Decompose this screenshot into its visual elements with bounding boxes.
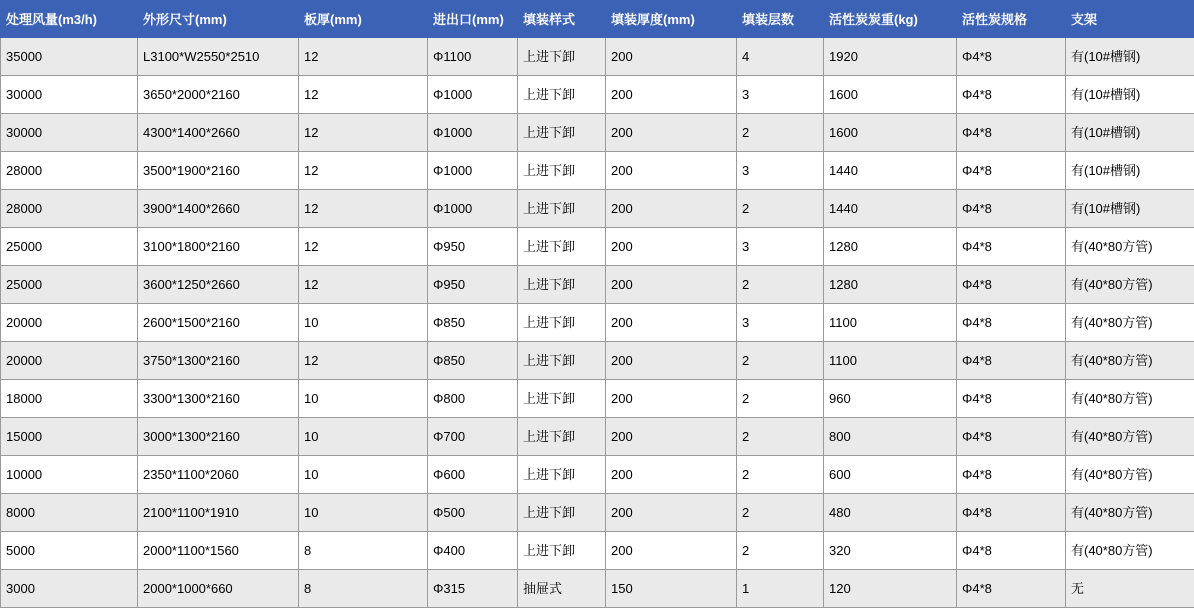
cell-inlet-outlet: Φ700 (428, 418, 518, 456)
column-header-inlet-outlet: 进出口(mm) (428, 1, 518, 38)
cell-filling-layers: 3 (737, 152, 824, 190)
cell-carbon-weight: 1280 (824, 228, 957, 266)
cell-air-volume: 15000 (1, 418, 138, 456)
cell-filling-layers: 4 (737, 38, 824, 76)
cell-air-volume: 30000 (1, 114, 138, 152)
cell-carbon-spec: Φ4*8 (957, 456, 1066, 494)
table-row (1, 456, 1194, 494)
cell-carbon-weight: 1100 (824, 342, 957, 380)
cell-filling-thickness: 200 (606, 266, 737, 304)
cell-dimensions: 3650*2000*2160 (138, 76, 299, 114)
cell-carbon-spec: Φ4*8 (957, 76, 1066, 114)
cell-carbon-weight: 320 (824, 532, 957, 570)
cell-filling-thickness: 200 (606, 532, 737, 570)
table-header (1, 1, 1194, 38)
cell-plate-thickness: 12 (299, 76, 428, 114)
cell-carbon-spec: Φ4*8 (957, 228, 1066, 266)
cell-plate-thickness: 12 (299, 190, 428, 228)
cell-filling-thickness: 200 (606, 494, 737, 532)
cell-filling-thickness: 200 (606, 114, 737, 152)
cell-plate-thickness: 10 (299, 456, 428, 494)
cell-dimensions: 2000*1100*1560 (138, 532, 299, 570)
cell-bracket: 有(10#槽钢) (1066, 152, 1194, 190)
cell-filling-style: 上进下卸 (518, 456, 606, 494)
cell-air-volume: 18000 (1, 380, 138, 418)
table-row (1, 38, 1194, 76)
table-row (1, 304, 1194, 342)
cell-bracket: 有(40*80方管) (1066, 380, 1194, 418)
cell-filling-style: 抽屉式 (518, 570, 606, 608)
cell-air-volume: 8000 (1, 494, 138, 532)
cell-carbon-weight: 1100 (824, 304, 957, 342)
cell-inlet-outlet: Φ600 (428, 456, 518, 494)
cell-inlet-outlet: Φ1100 (428, 38, 518, 76)
cell-filling-thickness: 200 (606, 380, 737, 418)
cell-inlet-outlet: Φ315 (428, 570, 518, 608)
cell-dimensions: 3300*1300*2160 (138, 380, 299, 418)
cell-bracket: 有(10#槽钢) (1066, 76, 1194, 114)
cell-plate-thickness: 10 (299, 380, 428, 418)
cell-filling-layers: 2 (737, 380, 824, 418)
cell-filling-layers: 2 (737, 418, 824, 456)
cell-plate-thickness: 10 (299, 304, 428, 342)
cell-inlet-outlet: Φ1000 (428, 114, 518, 152)
cell-filling-thickness: 150 (606, 570, 737, 608)
column-header-filling-style: 填装样式 (518, 1, 606, 38)
cell-carbon-spec: Φ4*8 (957, 38, 1066, 76)
column-header-filling-thickness: 填装厚度(mm) (606, 1, 737, 38)
cell-dimensions: 2600*1500*2160 (138, 304, 299, 342)
table-row (1, 76, 1194, 114)
cell-carbon-weight: 600 (824, 456, 957, 494)
cell-dimensions: 3600*1250*2660 (138, 266, 299, 304)
table-row (1, 532, 1194, 570)
cell-filling-style: 上进下卸 (518, 38, 606, 76)
cell-dimensions: 4300*1400*2660 (138, 114, 299, 152)
cell-filling-layers: 2 (737, 494, 824, 532)
table-row (1, 494, 1194, 532)
cell-plate-thickness: 8 (299, 570, 428, 608)
cell-filling-layers: 2 (737, 456, 824, 494)
cell-carbon-spec: Φ4*8 (957, 418, 1066, 456)
cell-filling-thickness: 200 (606, 456, 737, 494)
cell-carbon-spec: Φ4*8 (957, 532, 1066, 570)
cell-dimensions: 3500*1900*2160 (138, 152, 299, 190)
cell-filling-style: 上进下卸 (518, 228, 606, 266)
cell-filling-thickness: 200 (606, 228, 737, 266)
cell-filling-thickness: 200 (606, 190, 737, 228)
cell-dimensions: 2000*1000*660 (138, 570, 299, 608)
cell-plate-thickness: 12 (299, 228, 428, 266)
cell-carbon-weight: 1920 (824, 38, 957, 76)
cell-carbon-spec: Φ4*8 (957, 494, 1066, 532)
cell-plate-thickness: 12 (299, 38, 428, 76)
cell-carbon-weight: 960 (824, 380, 957, 418)
cell-inlet-outlet: Φ850 (428, 304, 518, 342)
cell-filling-layers: 2 (737, 114, 824, 152)
cell-carbon-spec: Φ4*8 (957, 304, 1066, 342)
cell-filling-style: 上进下卸 (518, 380, 606, 418)
cell-bracket: 无 (1066, 570, 1194, 608)
cell-air-volume: 20000 (1, 342, 138, 380)
cell-carbon-weight: 120 (824, 570, 957, 608)
column-header-carbon-weight: 活性炭炭重(kg) (824, 1, 957, 38)
column-header-filling-layers: 填装层数 (737, 1, 824, 38)
cell-filling-style: 上进下卸 (518, 532, 606, 570)
cell-dimensions: 2350*1100*2060 (138, 456, 299, 494)
cell-carbon-weight: 480 (824, 494, 957, 532)
cell-air-volume: 28000 (1, 190, 138, 228)
cell-inlet-outlet: Φ1000 (428, 190, 518, 228)
table-row (1, 418, 1194, 456)
cell-dimensions: L3100*W2550*2510 (138, 38, 299, 76)
cell-bracket: 有(40*80方管) (1066, 228, 1194, 266)
cell-air-volume: 25000 (1, 266, 138, 304)
cell-inlet-outlet: Φ800 (428, 380, 518, 418)
cell-filling-layers: 3 (737, 76, 824, 114)
cell-carbon-weight: 1440 (824, 190, 957, 228)
cell-bracket: 有(10#槽钢) (1066, 114, 1194, 152)
cell-air-volume: 20000 (1, 304, 138, 342)
cell-carbon-spec: Φ4*8 (957, 114, 1066, 152)
cell-carbon-weight: 1600 (824, 76, 957, 114)
cell-carbon-weight: 1440 (824, 152, 957, 190)
cell-carbon-spec: Φ4*8 (957, 190, 1066, 228)
column-header-air-volume: 处理风量(m3/h) (1, 1, 138, 38)
cell-filling-layers: 2 (737, 342, 824, 380)
table-row (1, 228, 1194, 266)
cell-filling-layers: 2 (737, 190, 824, 228)
cell-filling-layers: 2 (737, 532, 824, 570)
cell-plate-thickness: 8 (299, 532, 428, 570)
cell-carbon-weight: 1600 (824, 114, 957, 152)
cell-carbon-spec: Φ4*8 (957, 152, 1066, 190)
cell-bracket: 有(10#槽钢) (1066, 190, 1194, 228)
cell-inlet-outlet: Φ1000 (428, 76, 518, 114)
table-row (1, 190, 1194, 228)
cell-filling-style: 上进下卸 (518, 418, 606, 456)
cell-filling-style: 上进下卸 (518, 190, 606, 228)
cell-filling-layers: 3 (737, 228, 824, 266)
cell-filling-style: 上进下卸 (518, 342, 606, 380)
cell-filling-style: 上进下卸 (518, 76, 606, 114)
cell-plate-thickness: 12 (299, 152, 428, 190)
cell-air-volume: 28000 (1, 152, 138, 190)
table-row (1, 266, 1194, 304)
cell-bracket: 有(40*80方管) (1066, 494, 1194, 532)
cell-carbon-spec: Φ4*8 (957, 342, 1066, 380)
cell-air-volume: 10000 (1, 456, 138, 494)
column-header-plate-thickness: 板厚(mm) (299, 1, 428, 38)
cell-filling-thickness: 200 (606, 418, 737, 456)
cell-inlet-outlet: Φ950 (428, 266, 518, 304)
cell-dimensions: 3100*1800*2160 (138, 228, 299, 266)
cell-plate-thickness: 10 (299, 494, 428, 532)
cell-air-volume: 35000 (1, 38, 138, 76)
table-row (1, 152, 1194, 190)
cell-bracket: 有(40*80方管) (1066, 456, 1194, 494)
column-header-carbon-spec: 活性炭规格 (957, 1, 1066, 38)
cell-bracket: 有(40*80方管) (1066, 532, 1194, 570)
column-header-dimensions: 外形尺寸(mm) (138, 1, 299, 38)
cell-inlet-outlet: Φ400 (428, 532, 518, 570)
cell-inlet-outlet: Φ1000 (428, 152, 518, 190)
cell-dimensions: 3000*1300*2160 (138, 418, 299, 456)
cell-filling-layers: 3 (737, 304, 824, 342)
cell-bracket: 有(10#槽钢) (1066, 38, 1194, 76)
cell-filling-thickness: 200 (606, 342, 737, 380)
cell-air-volume: 30000 (1, 76, 138, 114)
cell-filling-style: 上进下卸 (518, 152, 606, 190)
cell-filling-style: 上进下卸 (518, 494, 606, 532)
cell-bracket: 有(40*80方管) (1066, 304, 1194, 342)
cell-carbon-spec: Φ4*8 (957, 266, 1066, 304)
cell-dimensions: 3750*1300*2160 (138, 342, 299, 380)
cell-filling-layers: 1 (737, 570, 824, 608)
cell-filling-style: 上进下卸 (518, 114, 606, 152)
table-header-row (1, 1, 1194, 38)
cell-dimensions: 2100*1100*1910 (138, 494, 299, 532)
table-row (1, 570, 1194, 608)
cell-bracket: 有(40*80方管) (1066, 342, 1194, 380)
table-body (1, 38, 1194, 608)
cell-bracket: 有(40*80方管) (1066, 418, 1194, 456)
cell-carbon-weight: 1280 (824, 266, 957, 304)
cell-air-volume: 3000 (1, 570, 138, 608)
cell-filling-thickness: 200 (606, 152, 737, 190)
cell-inlet-outlet: Φ500 (428, 494, 518, 532)
table-row (1, 380, 1194, 418)
column-header-bracket: 支架 (1066, 1, 1194, 38)
cell-filling-layers: 2 (737, 266, 824, 304)
cell-carbon-spec: Φ4*8 (957, 380, 1066, 418)
cell-filling-style: 上进下卸 (518, 266, 606, 304)
cell-filling-style: 上进下卸 (518, 304, 606, 342)
cell-plate-thickness: 12 (299, 266, 428, 304)
cell-air-volume: 25000 (1, 228, 138, 266)
cell-carbon-weight: 800 (824, 418, 957, 456)
cell-filling-thickness: 200 (606, 38, 737, 76)
cell-plate-thickness: 10 (299, 418, 428, 456)
cell-filling-thickness: 200 (606, 76, 737, 114)
table-row (1, 342, 1194, 380)
cell-inlet-outlet: Φ950 (428, 228, 518, 266)
cell-plate-thickness: 12 (299, 114, 428, 152)
cell-air-volume: 5000 (1, 532, 138, 570)
table-row (1, 114, 1194, 152)
cell-carbon-spec: Φ4*8 (957, 570, 1066, 608)
cell-bracket: 有(40*80方管) (1066, 266, 1194, 304)
cell-dimensions: 3900*1400*2660 (138, 190, 299, 228)
cell-plate-thickness: 12 (299, 342, 428, 380)
cell-filling-thickness: 200 (606, 304, 737, 342)
cell-inlet-outlet: Φ850 (428, 342, 518, 380)
